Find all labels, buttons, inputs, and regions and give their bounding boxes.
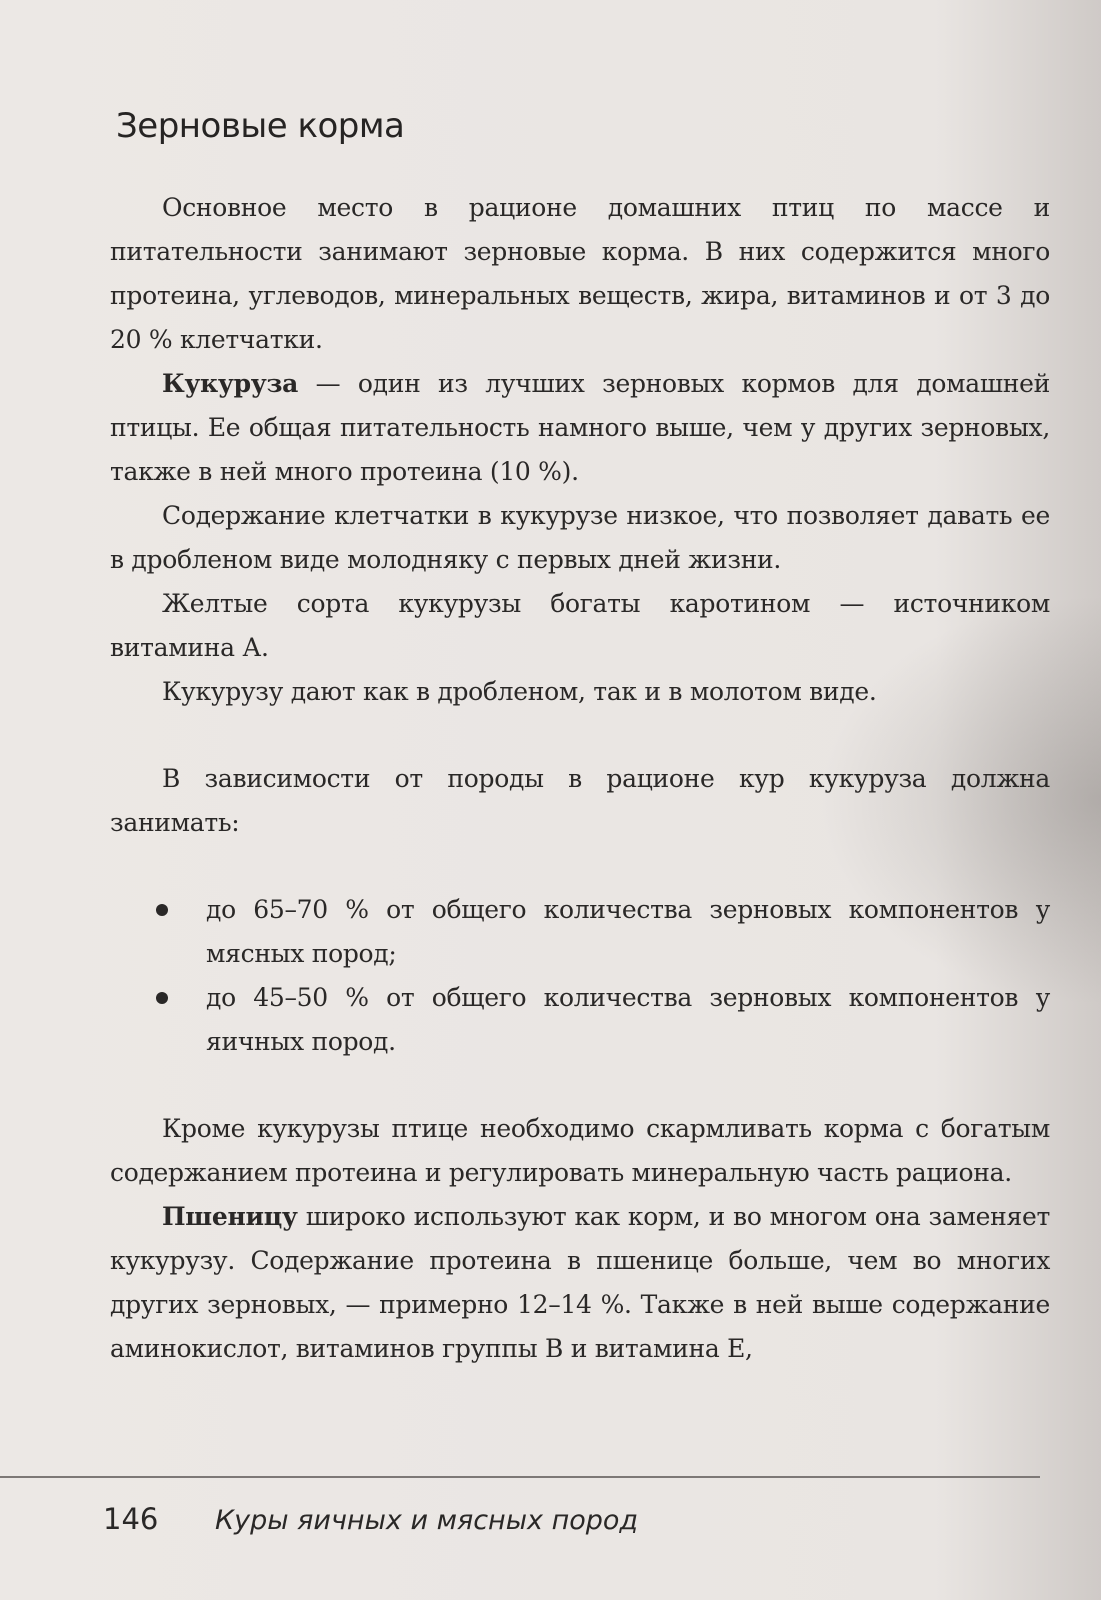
paragraph-wheat-text: широко используют как корм, и во многом она заменяет кукурузу. Содержание протеина в пшенице больше, чем во многих других зерновых, — примерно 12–14 %. Также в ней выше содержание аминокислот, витаминов группы В и витамина Е,: [110, 1202, 1050, 1363]
bullet-icon: [156, 904, 168, 916]
paragraph-protein-feeds: Кроме кукурузы птице необходимо скармливать корма с богатым содержанием протеина и регулировать минеральную часть рациона.: [110, 1114, 1050, 1187]
list-item: [110, 976, 1050, 1064]
paragraph-wheat: [110, 1195, 1050, 1371]
footer-rule: [0, 1476, 1040, 1478]
running-title: Куры яичных и мясных пород: [215, 1505, 639, 1536]
section-heading: Зерновые корма: [116, 106, 405, 146]
paragraph-grain-overview: Основное место в рационе домашних птиц по массе и питательности занимают зерновые корма. В них содержится много протеина, углеводов, минеральных веществ, жира, витаминов и от 3 до 20 % клетчатки.: [110, 193, 1050, 354]
list-item-text: до 45–50 % от общего количества зерновых компонентов у яичных пород.: [206, 983, 1050, 1056]
term-wheat: Пшеницу: [162, 1202, 298, 1231]
page-number: 146: [103, 1502, 159, 1536]
list-item-text: до 65–70 % от общего количества зерновых компонентов у мясных пород;: [206, 895, 1050, 968]
paragraph-corn-forms: Кукурузу дают как в дробленом, так и в молотом виде.: [162, 677, 877, 706]
paragraph-corn-fiber: Содержание клетчатки в кукурузе низкое, что позволяет давать ее в дробленом виде молодняку с первых дней жизни.: [110, 501, 1050, 574]
paragraph-corn-text: — один из лучших зерновых кормов для домашней птицы. Ее общая питательность намного выше, чем у других зерновых, также в ней много протеина (10 %).: [110, 369, 1050, 486]
paragraph-corn-carotene: Желтые сорта кукурузы богаты каротином — источником витамина А.: [110, 589, 1050, 662]
term-corn: Кукуруза: [162, 369, 299, 398]
corn-share-list: [110, 888, 1050, 1064]
paragraph-corn-share: В зависимости от породы в рационе кур кукуруза должна занимать:: [110, 764, 1050, 837]
list-item: [110, 888, 1050, 976]
body-text: [110, 186, 1050, 1371]
paragraph-corn: [110, 362, 1050, 494]
bullet-icon: [156, 992, 168, 1004]
